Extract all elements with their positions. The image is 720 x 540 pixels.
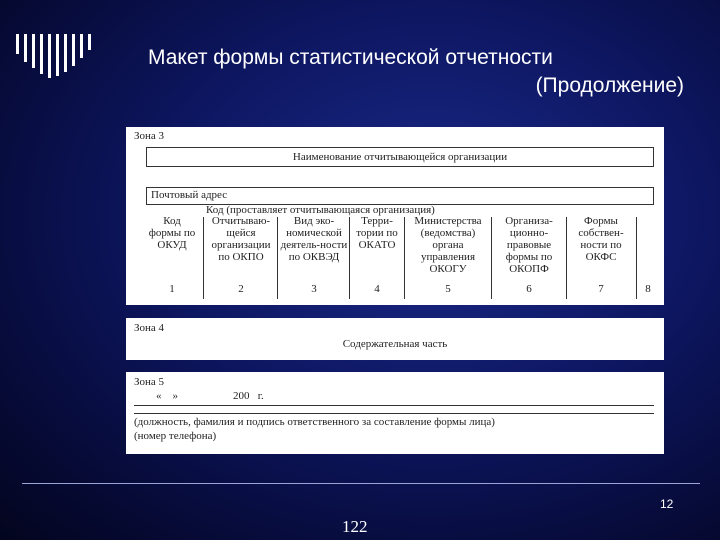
org-name-field: [146, 147, 654, 167]
content-section-label: Содержательная часть: [342, 338, 448, 350]
footer-divider: [22, 483, 700, 484]
column-divider: [566, 217, 567, 299]
postal-address-label: Почтовый адрес: [151, 189, 228, 201]
column-okato: Терри-тории по ОКАТО 4: [356, 215, 398, 295]
column-divider: [277, 217, 278, 299]
column-8: 8: [645, 283, 651, 295]
postal-address-field: [146, 187, 654, 205]
column-divider: [636, 217, 637, 299]
divider-line: [134, 405, 654, 406]
column-okogu: Министерства (ведомства) органа управления ОКОГУ 5: [414, 215, 482, 295]
phone-label: (номер телефона): [134, 430, 217, 442]
zone4-panel: [126, 318, 664, 360]
page-number: 12: [660, 497, 674, 511]
slide-title: [148, 44, 688, 100]
column-okfs: Формы собствен-ности по ОКФС 7: [578, 215, 624, 295]
column-divider: [491, 217, 492, 299]
zone5-panel: [126, 372, 664, 454]
zone3-panel: [126, 127, 664, 305]
column-divider: [203, 217, 204, 299]
zone5-label: Зона 5: [134, 376, 165, 388]
code-header: Код (проставляет отчитывающаяся организация): [206, 204, 435, 216]
zone4-label: Зона 4: [134, 322, 165, 334]
title-line-1: Макет формы статистической отчетности: [148, 46, 553, 69]
decorative-bars: [16, 34, 116, 94]
org-name-label: Наименование отчитывающейся организации: [292, 151, 508, 163]
column-divider: [349, 217, 350, 299]
bottom-number: 122: [342, 517, 368, 536]
signature-line: [134, 413, 654, 414]
title-line-2: (Продолжение): [535, 74, 684, 97]
date-line: « » 200 г.: [156, 390, 264, 402]
code-columns: [146, 215, 658, 301]
column-okud: Код формы по ОКУД 1: [148, 215, 196, 295]
signature-label: (должность, фамилия и подпись ответственного за составление формы лица): [134, 416, 495, 428]
column-okved: Вид эко-номической деятель-ности по ОКВЭД 3: [280, 215, 348, 295]
column-okpo: Отчитываю-щейся организации по ОКПО 2: [211, 215, 271, 295]
column-okopf: Организа-ционно-правовые формы по ОКОПФ 6: [505, 215, 553, 295]
column-divider: [404, 217, 405, 299]
zone3-label: Зона 3: [134, 130, 165, 142]
